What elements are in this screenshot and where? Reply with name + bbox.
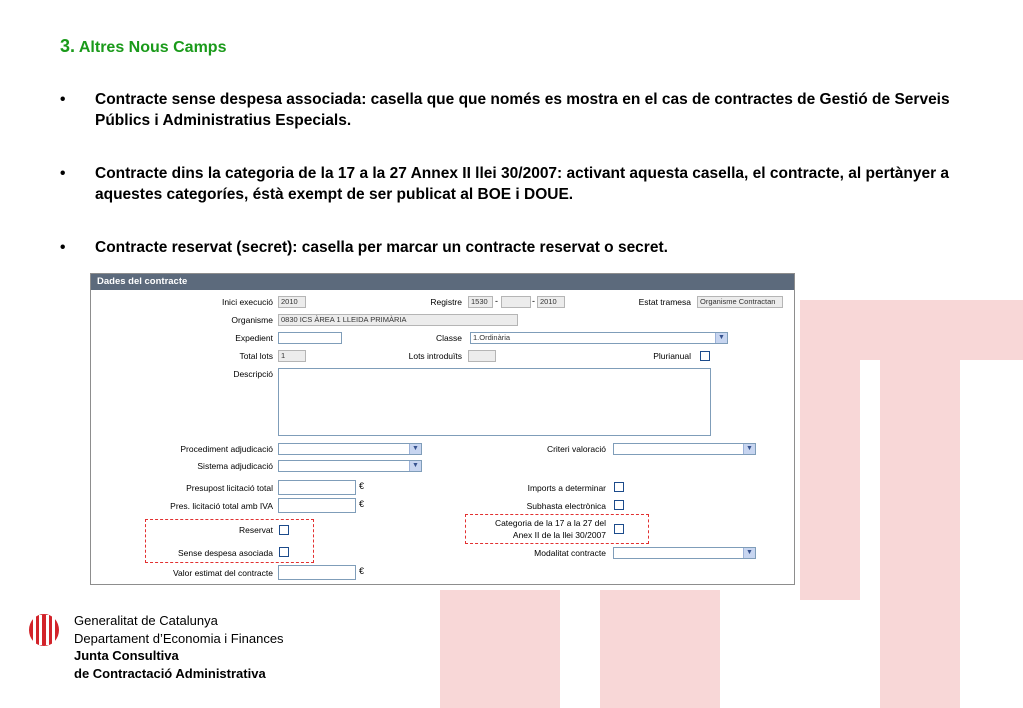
inici-execucio-field[interactable]: 2010 [278, 296, 306, 308]
chevron-down-icon[interactable]: ▼ [409, 444, 421, 454]
organisme-field[interactable]: 0830 ICS ÀREA 1 LLEIDA PRIMÀRIA [278, 314, 518, 326]
registre-separator: - [532, 296, 535, 306]
registre-field-2[interactable] [501, 296, 531, 308]
bullet-marker: • [60, 91, 66, 108]
registre-separator: - [495, 296, 498, 306]
bullet-marker: • [60, 165, 66, 182]
expedient-input[interactable] [278, 332, 342, 344]
pres-iva-label: Pres. licitació total amb IVA [170, 501, 273, 511]
chevron-down-icon[interactable]: ▼ [409, 461, 421, 471]
bullet-text: Contracte sense despesa associada: casella que que només es mostra en el cas de contractes de Gestió de Serveis Públics i Administratius Especials. [95, 91, 950, 129]
bullet-text: Contracte reservat (secret): casella per marcar un contracte reservat o secret. [95, 239, 668, 256]
euro-unit: € [359, 566, 365, 576]
inici-execucio-label: Inici execució [221, 297, 273, 307]
sistema-select[interactable] [278, 460, 422, 472]
section-number: 3. [60, 36, 76, 56]
sistema-label: Sistema adjudicació [197, 461, 273, 471]
section-title-text: Altres Nous Camps [78, 39, 227, 56]
generalitat-logo-icon [28, 613, 60, 647]
classe-select-value: 1.Ordinària [473, 333, 511, 342]
contract-data-form [90, 273, 795, 585]
euro-unit: € [359, 499, 365, 509]
descripcio-label: Descripció [233, 369, 273, 379]
lots-introduits-label: Lots introduïts [408, 351, 462, 361]
reservat-label: Reservat [238, 525, 273, 535]
footer-line-3: Junta Consultiva [74, 648, 179, 663]
registre-label: Registre [430, 297, 462, 307]
total-lots-label: Total lots [239, 351, 273, 361]
sense-despesa-label: Sense despesa asociada [178, 548, 273, 558]
estat-tramesa-label: Estat tramesa [638, 297, 691, 307]
criteri-label: Criteri valoració [546, 444, 606, 454]
registre-field-3[interactable]: 2010 [537, 296, 565, 308]
chevron-down-icon[interactable]: ▼ [715, 333, 727, 343]
sense-despesa-checkbox[interactable] [279, 547, 289, 557]
footer-line-4: de Contractació Administrativa [74, 665, 266, 681]
procediment-label: Procediment adjudicació [180, 444, 273, 454]
footer-line-2: Departament d’Economia i Finances [74, 630, 284, 646]
euro-unit: € [359, 481, 365, 491]
bullet-text: Contracte dins la categoria de la 17 a la 27 Annex II llei 30/2007: activant aquesta casella, el contracte, al pertànyer a aquestes categoríes, éstà exempt de ser publicat al BOE i DOUE. [95, 165, 950, 203]
pressupost-label: Presupost licitació total [186, 483, 273, 493]
chevron-down-icon[interactable]: ▼ [743, 548, 755, 558]
pressupost-input[interactable] [278, 480, 356, 495]
section-title [60, 36, 226, 57]
subhasta-label: Subhasta electrònica [526, 501, 606, 511]
descripcio-textarea[interactable] [278, 368, 711, 436]
procediment-select[interactable] [278, 443, 422, 455]
estat-tramesa-field[interactable]: Organisme Contractan [697, 296, 783, 308]
total-lots-field[interactable]: 1 [278, 350, 306, 362]
modalitat-select[interactable] [613, 547, 756, 559]
modalitat-label: Modalitat contracte [534, 548, 606, 558]
expedient-label: Expedient [235, 333, 273, 343]
classe-select[interactable] [470, 332, 728, 344]
imports-checkbox[interactable] [614, 482, 624, 492]
valor-estimat-label: Valor estimat del contracte [173, 568, 273, 578]
lots-introduits-field[interactable] [468, 350, 496, 362]
registre-field-1[interactable]: 1530 [468, 296, 493, 308]
categoria-label-line1: Categoria de la 17 a la 27 del [494, 518, 606, 528]
plurianual-checkbox[interactable] [700, 351, 710, 361]
pres-iva-input[interactable] [278, 498, 356, 513]
form-header [91, 274, 794, 290]
valor-estimat-input[interactable] [278, 565, 356, 580]
reservat-checkbox[interactable] [279, 525, 289, 535]
footer-institution [74, 612, 284, 682]
footer-line-1: Generalitat de Catalunya [74, 613, 218, 628]
plurianual-label: Plurianual [653, 351, 691, 361]
subhasta-checkbox[interactable] [614, 500, 624, 510]
classe-label: Classe [436, 333, 462, 343]
form-header-title: Dades del contracte [97, 276, 188, 287]
criteri-select[interactable] [613, 443, 756, 455]
chevron-down-icon[interactable]: ▼ [743, 444, 755, 454]
bullet-marker: • [60, 239, 66, 256]
organisme-label: Organisme [231, 315, 273, 325]
imports-label: Imports a determinar [527, 483, 606, 493]
categoria-label-line2: Anex II de la llei 30/2007 [512, 530, 606, 540]
categoria-checkbox[interactable] [614, 524, 624, 534]
